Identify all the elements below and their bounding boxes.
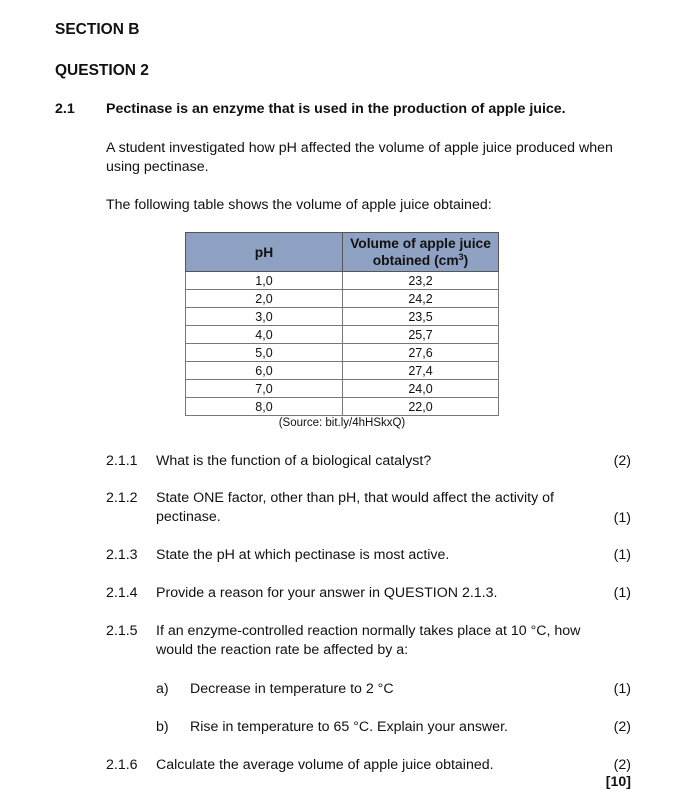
table-row — [186, 308, 499, 326]
question-2-1-4-text: Provide a reason for your answer in QUESTION 2.1.3. — [156, 585, 498, 601]
volume-cell: 25,7 — [343, 326, 499, 344]
question-title: QUESTION 2 — [55, 62, 149, 79]
question-2-1-3-text: State the pH at which pectinase is most active. — [156, 547, 450, 563]
question-2-1-2-marks: (1) — [613, 510, 631, 526]
table-intro: The following table shows the volume of apple juice obtained: — [106, 197, 492, 213]
subquestion-b-marks: (2) — [613, 719, 631, 735]
header-volume-close: ) — [463, 253, 469, 268]
table-row — [186, 272, 499, 290]
question-2-1-4-marks: (1) — [613, 585, 631, 601]
header-volume — [343, 233, 499, 272]
header-volume-text: Volume of apple juice obtained (cm — [350, 236, 491, 268]
question-number-2-1-1: 2.1.1 — [106, 453, 138, 469]
ph-cell: 5,0 — [186, 344, 343, 362]
volume-cell: 24,2 — [343, 290, 499, 308]
ph-cell: 4,0 — [186, 326, 343, 344]
volume-cell: 22,0 — [343, 398, 499, 416]
question-number-2-1-4: 2.1.4 — [106, 585, 138, 601]
question-number-2-1-2: 2.1.2 — [106, 490, 138, 506]
question-2-1-1-marks: (2) — [613, 453, 631, 469]
ph-volume-table — [185, 232, 499, 416]
subquestion-b-label: b) — [156, 719, 169, 735]
question-number-2-1: 2.1 — [55, 101, 75, 117]
ph-cell: 1,0 — [186, 272, 343, 290]
ph-cell: 7,0 — [186, 380, 343, 398]
subquestion-a-marks: (1) — [613, 681, 631, 697]
question-2-1-2-text: State ONE factor, other than pH, that would affect the activity of pectinase. — [156, 490, 554, 525]
section-title: SECTION B — [55, 21, 140, 38]
header-ph: pH — [186, 233, 343, 272]
volume-cell: 23,2 — [343, 272, 499, 290]
volume-cell: 24,0 — [343, 380, 499, 398]
ph-cell: 3,0 — [186, 308, 343, 326]
table-row — [186, 290, 499, 308]
table-header-row — [186, 233, 499, 272]
question-2-1-6-text: Calculate the average volume of apple juice obtained. — [156, 757, 494, 773]
question-number-2-1-3: 2.1.3 — [106, 547, 138, 563]
volume-cell: 23,5 — [343, 308, 499, 326]
subquestion-b-text: Rise in temperature to 65 °C. Explain your answer. — [190, 719, 508, 735]
question-2-1-5-text: If an enzyme-controlled reaction normally takes place at 10 °C, how would the reaction rate be affected by a: — [156, 623, 581, 658]
table-source: (Source: bit.ly/4hHSkxQ) — [278, 417, 406, 429]
table-row — [186, 326, 499, 344]
subquestion-a-label: a) — [156, 681, 169, 697]
ph-cell: 6,0 — [186, 362, 343, 380]
table-row — [186, 380, 499, 398]
question-2-1-3-marks: (1) — [613, 547, 631, 563]
volume-cell: 27,4 — [343, 362, 499, 380]
ph-cell: 8,0 — [186, 398, 343, 416]
subquestion-a-text: Decrease in temperature to 2 °C — [190, 681, 394, 697]
question-2-1-1-text: What is the function of a biological catalyst? — [156, 453, 432, 469]
ph-cell: 2,0 — [186, 290, 343, 308]
table-row — [186, 344, 499, 362]
question-total-marks: [10] — [605, 774, 631, 790]
question-number-2-1-6: 2.1.6 — [106, 757, 138, 773]
volume-cell: 27,6 — [343, 344, 499, 362]
table-row — [186, 362, 499, 380]
question-2-1-heading: Pectinase is an enzyme that is used in the production of apple juice. — [106, 101, 566, 117]
intro-paragraph: A student investigated how pH affected the volume of apple juice produced when using pectinase. — [106, 140, 613, 175]
table-row — [186, 398, 499, 416]
question-2-1-6-marks: (2) — [613, 757, 631, 773]
header-volume-sup: 3 — [458, 252, 464, 262]
question-number-2-1-5: 2.1.5 — [106, 623, 138, 639]
